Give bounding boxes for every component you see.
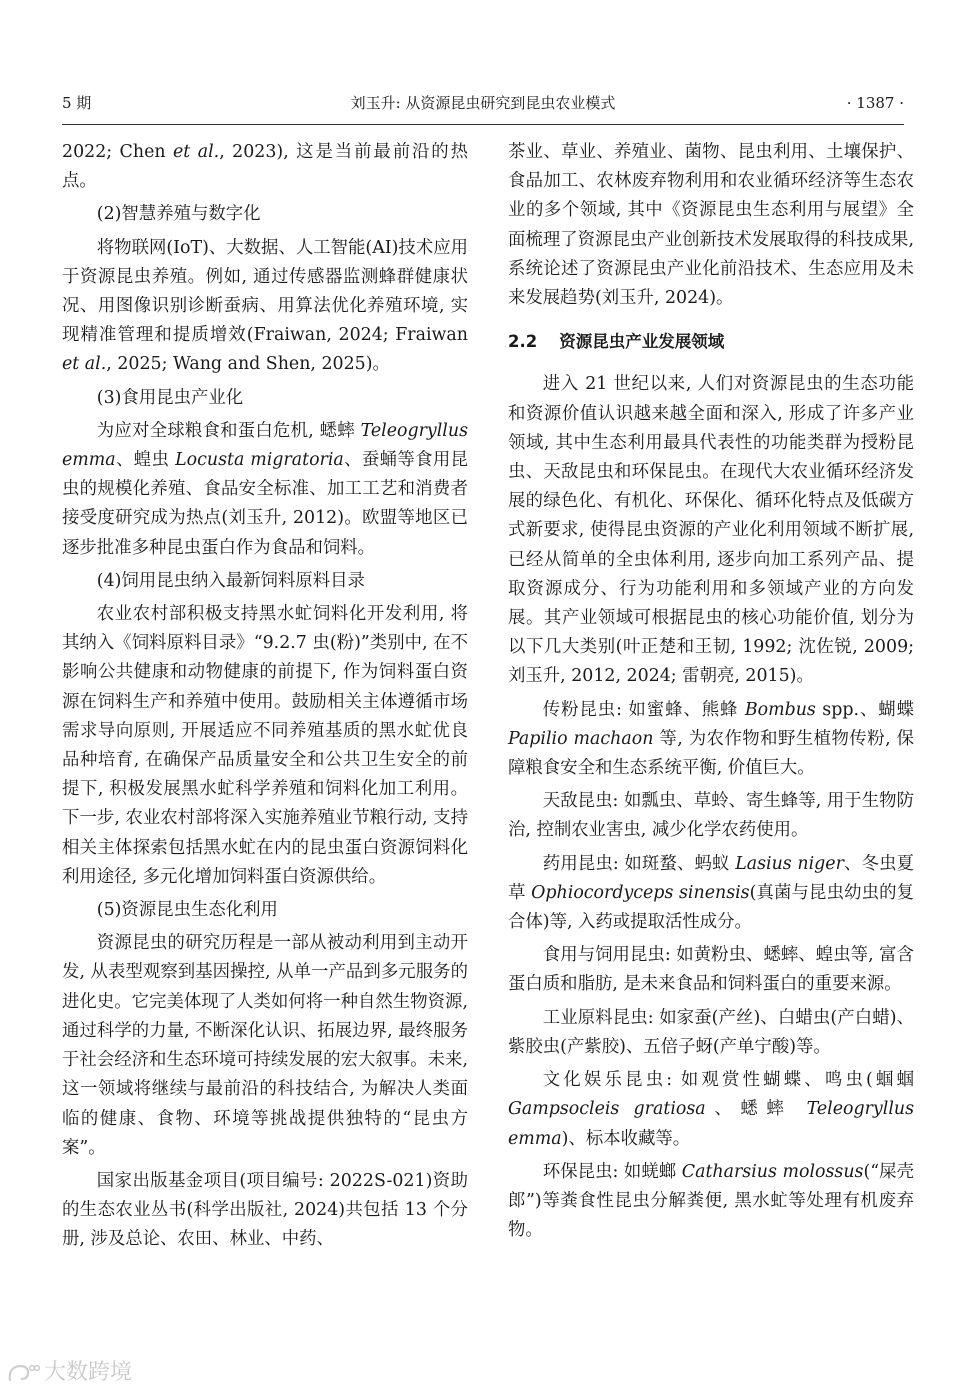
section-title: 资源昆虫产业发展领域 [559,332,725,352]
paragraph: 将物联网(IoT)、大数据、人工智能(AI)技术应用于资源昆虫养殖。例如, 通过传感器监测蜂群健康状况、用图像识别诊断蚕病、用算法优化养殖环境, 实现精准管理和提质增效(Fraiwan, 2024; Fraiwan et al., 2025; Wang and Shen, 2025)。 [62,237,468,375]
paragraph: 茶业、草业、养殖业、菌物、昆虫利用、土壤保护、食品加工、农林废弃物利用和农业循环经济等生态农业的多个领域, 其中《资源昆虫生态利用与展望》全面梳理了资源昆虫产业创新技术发展取得的科技成果, 系统论述了资源昆虫产业化前沿技术、生态应用及未来发展趋势(刘玉升, 2024)。 [508,142,914,309]
paragraph: 食用与饲用昆虫: 如黄粉虫、蟋蟀、蝗虫等, 富含蛋白质和脂肪, 是未来食品和饲料蛋白的重要来源。 [508,945,914,995]
paragraph: 工业原料昆虫: 如家蚕(产丝)、白蜡虫(产白蜡)、紫胶虫(产紫胶)、五倍子蚜(产单宁酸)等。 [508,1007,914,1057]
paragraph: 2022; Chen et al., 2023), 这是当前最前沿的热点。 [62,142,468,192]
paragraph: 国家出版基金项目(项目编号: 2022S-021)资助的生态农业丛书(科学出版社, 2024)共包括 13 个分册, 涉及总论、农田、林业、中药、 [62,1170,468,1250]
section-heading [508,327,914,356]
paragraph: 资源昆虫的研究历程是一部从被动利用到主动开发, 从表型观察到基因操控, 从单一产品到多元服务的进化史。它完美体现了人类如何将一种自然生物资源, 通过科学的力量, 不断深化认识、拓展边界, 最终服务于社会经济和生态环境可持续发展的宏大叙事。未来, 这一领域将继续与最前沿的科技结合, 为解决人类面临的健康、食物、环境等挑战提供独特的“昆虫方案”。 [62,933,468,1158]
left-column [62,138,468,1255]
subheading-ecological-use: (5)资源昆虫生态化利用 [96,900,278,921]
running-title: 刘玉升: 从资源昆虫研究到昆虫农业模式 [350,94,616,112]
issue-label: 5 期 [62,94,92,112]
paragraph: 农业农村部积极支持黑水虻饲料化开发利用, 将其纳入《饲料原料目录》“9.2.7 虫(粉)”类别中, 在不影响公共健康和动物健康的前提下, 作为饲料蛋白资源在饲料生产和养殖中使用。鼓励相关主体遵循市场需求导向原则, 开展适应不同养殖基质的黑水虻优良品种培育, 在确保产品质量安全和公共卫生安全的前提下, 积极发展黑水虻科学养殖和饲料化加工利用。下一步, 农业农村部将深入实施养殖业节粮行动, 支持相关主体探索包括黑水虻在内的昆虫蛋白资源饲料化利用途径, 多元化增加饲料蛋白资源供给。 [62,604,468,887]
watermark-text: 大数跨境 [44,1360,133,1385]
subheading-feed-insects: (4)饲用昆虫纳入最新饲料原料目录 [96,570,365,591]
header-rule [62,124,904,125]
watermark [6,1358,132,1388]
paragraph: 药用昆虫: 如斑蝥、蚂蚁 Lasius niger、冬虫夏草 Ophiocordyceps sinensis(真菌与昆虫幼虫的复合体)等, 入药或提取活性成分。 [508,853,915,933]
running-header [62,88,904,118]
paragraph: 天敌昆虫: 如瓢虫、草蛉、寄生蜂等, 用于生物防治, 控制农业害虫, 减少化学农药使用。 [508,791,914,841]
paragraph: 环保昆虫: 如蜣螂 Catharsius molossus(“屎壳郎”)等粪食性昆虫分解粪便, 黑水虻等处理有机废弃物。 [508,1161,914,1241]
paragraph: 为应对全球粮食和蛋白危机, 蟋蟀 Teleogryllus emma、蝗虫 Locusta migratoria、蚕蛹等食用昆虫的规模化养殖、食品安全标准、加工工艺和消费者接受度研究成为热点(刘玉升, 2012)。欧盟等地区已逐步批准多种昆虫蛋白作为食品和饲料。 [62,420,468,558]
paragraph: 传粉昆虫: 如蜜蜂、熊蜂 Bombus spp.、蝴蝶 Papilio machaon 等, 为农作物和野生植物传粉, 保障粮食安全和生态系统平衡, 价值巨大。 [508,699,914,779]
subheading-smart-farming: (2)智慧养殖与数字化 [96,204,261,225]
page-number: · 1387 · [846,94,904,112]
paragraph: 进入 21 世纪以来, 人们对资源昆虫的生态功能和资源价值认识越来越全面和深入, 形成了许多产业领域, 其中生态利用最具代表性的功能类群为授粉昆虫、天敌昆虫和环保昆虫。在现代大农业循环经济发展的绿色化、有机化、环保化、循环化特点及低碳方式新要求, 使得昆虫资源的产业化利用领域不断扩展, 已经从简单的全虫体利用, 逐步向加工系列产品、提取资源成分、行为功能利用和多领域产业的方向发展。其产业领域可根据昆虫的核心功能价值, 划分为以下几大类别(叶正楚和王韧, 1992; 沈佐锐, 2009; 刘玉升, 2012, 2024; 雷朝亮, 2015)。 [508,374,914,687]
right-column [508,138,914,1245]
paragraph: 文化娱乐昆虫: 如观赏性蝴蝶、鸣虫(蝈蝈 Gampsocleis gratiosa、蟋蟀 Teleogryllus emma)、标本收藏等。 [508,1070,915,1149]
section-number: 2.2 [508,332,538,352]
subheading-edible-insects: (3)食用昆虫产业化 [96,387,244,408]
watermark-logo-icon [6,1361,40,1385]
